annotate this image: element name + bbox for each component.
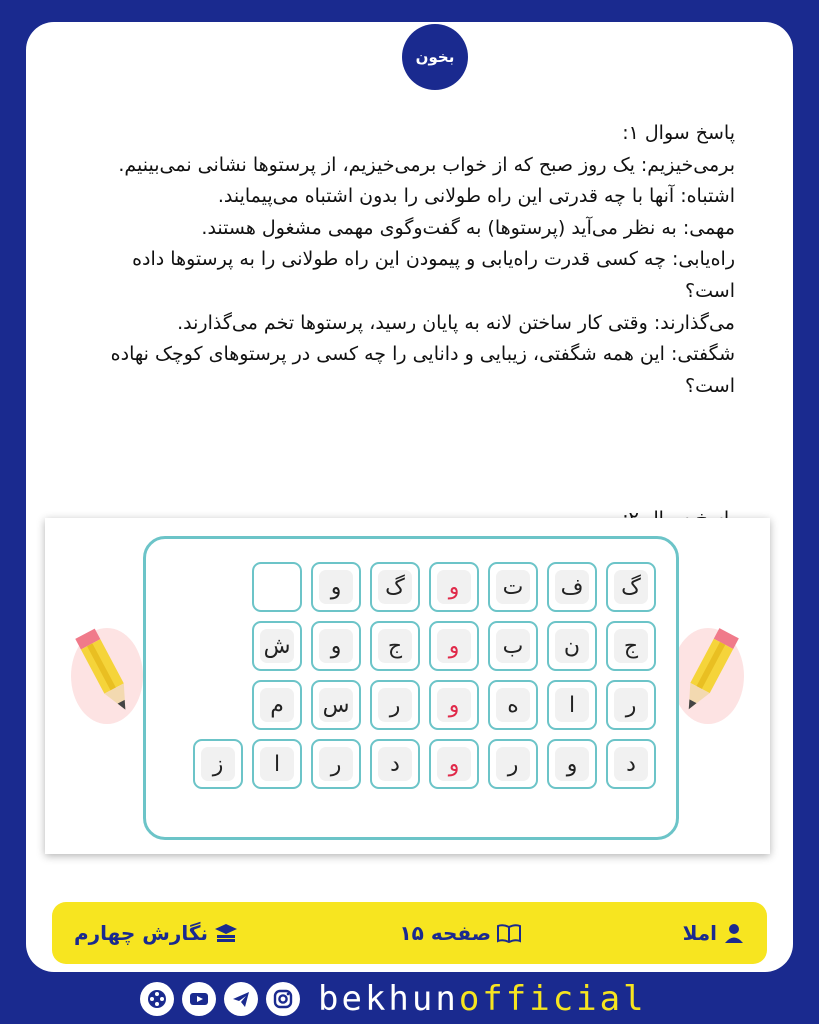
letter-text: ج <box>623 633 639 659</box>
grid-row <box>243 621 656 671</box>
letter-grid-frame <box>143 536 679 840</box>
letter-text: ا <box>568 692 576 718</box>
brand-name: bekhunofficial <box>318 979 647 1019</box>
letter-text: ش <box>263 633 291 659</box>
letter-text: ر <box>507 751 519 777</box>
letter-cell <box>311 562 361 612</box>
letter-text: و <box>448 574 460 600</box>
grid-row <box>184 739 656 789</box>
letter-text: و <box>330 574 342 600</box>
letter-text: ف <box>560 574 584 600</box>
letter-cell <box>429 621 479 671</box>
letter-text: و <box>448 692 460 718</box>
footer-subject: املا <box>683 921 745 945</box>
student-icon <box>723 922 745 944</box>
answer-line: راه‌یابی: چه کسی قدرت راه‌یابی و پیمودن این راه طولانی را به پرستوها داده است؟ <box>132 248 735 302</box>
letter-text: ر <box>389 692 401 718</box>
letter-cell <box>488 739 538 789</box>
letter-cell <box>606 680 656 730</box>
answer-line: مهمی: به نظر می‌آید (پرستوها) به گفت‌وگوی مهمی مشغول هستند. <box>201 216 735 239</box>
letter-cell <box>547 680 597 730</box>
letter-text: ه <box>507 692 519 718</box>
letter-text: ر <box>625 692 637 718</box>
bekhun-logo: بخون <box>402 24 468 90</box>
footer-bar <box>52 902 767 964</box>
letter-text: گ <box>385 574 405 600</box>
letter-text: ن <box>563 633 581 659</box>
footer-book: نگارش چهارم <box>74 921 238 945</box>
letter-cell <box>488 621 538 671</box>
letter-cell <box>370 739 420 789</box>
answer-line: اشتباه: آنها با چه قدرتی این راه طولانی را بدون اشتباه می‌پیمایند. <box>217 185 735 208</box>
letter-cell <box>370 562 420 612</box>
letter-cell <box>429 562 479 612</box>
letter-text: د <box>626 751 636 777</box>
letter-cell <box>488 680 538 730</box>
letter-cell <box>252 562 302 612</box>
book-icon <box>497 923 521 943</box>
letter-cell <box>547 621 597 671</box>
letter-text: و <box>448 633 460 659</box>
letter-cell <box>606 739 656 789</box>
letter-text: ب <box>502 633 524 659</box>
letter-text: ج <box>387 633 403 659</box>
telegram-icon[interactable] <box>224 982 258 1016</box>
grid-row <box>243 680 656 730</box>
pencil-icon <box>670 618 748 728</box>
letter-text: م <box>270 692 284 718</box>
letter-cell <box>311 680 361 730</box>
grid-row <box>243 562 656 612</box>
letter-text: گ <box>621 574 641 600</box>
letter-cell <box>429 739 479 789</box>
youtube-icon[interactable] <box>182 982 216 1016</box>
answer-line: شگفتی: این همه شگفتی، زیبایی و دانایی را چه کسی در پرستوهای کوچک نهاده است؟ <box>110 343 735 397</box>
letter-cell <box>606 621 656 671</box>
answer-line: می‌گذارند: وقتی کار ساختن لانه به پایان رسید، پرستوها تخم می‌گذارند. <box>177 311 735 334</box>
letter-text: ز <box>212 751 224 777</box>
letter-cell <box>488 562 538 612</box>
answer-line: برمی‌خیزیم: یک روز صبح که از خواب برمی‌خیزیم، از پرستوها نشانی نمی‌بینیم. <box>118 153 735 176</box>
letter-text: ر <box>330 751 342 777</box>
letter-cell <box>311 621 361 671</box>
instagram-icon[interactable] <box>266 982 300 1016</box>
letter-text: ا <box>273 751 281 777</box>
letter-text: و <box>448 751 460 777</box>
letter-cell <box>547 562 597 612</box>
letter-cell <box>311 739 361 789</box>
letter-cell <box>370 621 420 671</box>
letter-text: د <box>390 751 400 777</box>
letter-cell <box>606 562 656 612</box>
aparat-icon[interactable] <box>140 982 174 1016</box>
letter-cell <box>252 680 302 730</box>
letter-text: ت <box>502 574 524 600</box>
social-bar <box>140 978 647 1020</box>
letter-grid-figure <box>45 518 770 854</box>
letter-cell <box>429 680 479 730</box>
letter-cell <box>252 621 302 671</box>
letter-cell <box>370 680 420 730</box>
footer-page: صفحه ۱۵ <box>399 921 521 945</box>
pencil-icon <box>67 618 145 728</box>
letter-cell <box>193 739 243 789</box>
answer-1-heading: پاسخ سوال ۱: <box>622 122 735 144</box>
answer-1 <box>84 118 735 402</box>
letter-text: و <box>566 751 578 777</box>
graduation-books-icon <box>214 923 238 943</box>
letter-cell <box>547 739 597 789</box>
letter-cell <box>252 739 302 789</box>
letter-text: و <box>330 633 342 659</box>
letter-text: س <box>322 692 350 718</box>
